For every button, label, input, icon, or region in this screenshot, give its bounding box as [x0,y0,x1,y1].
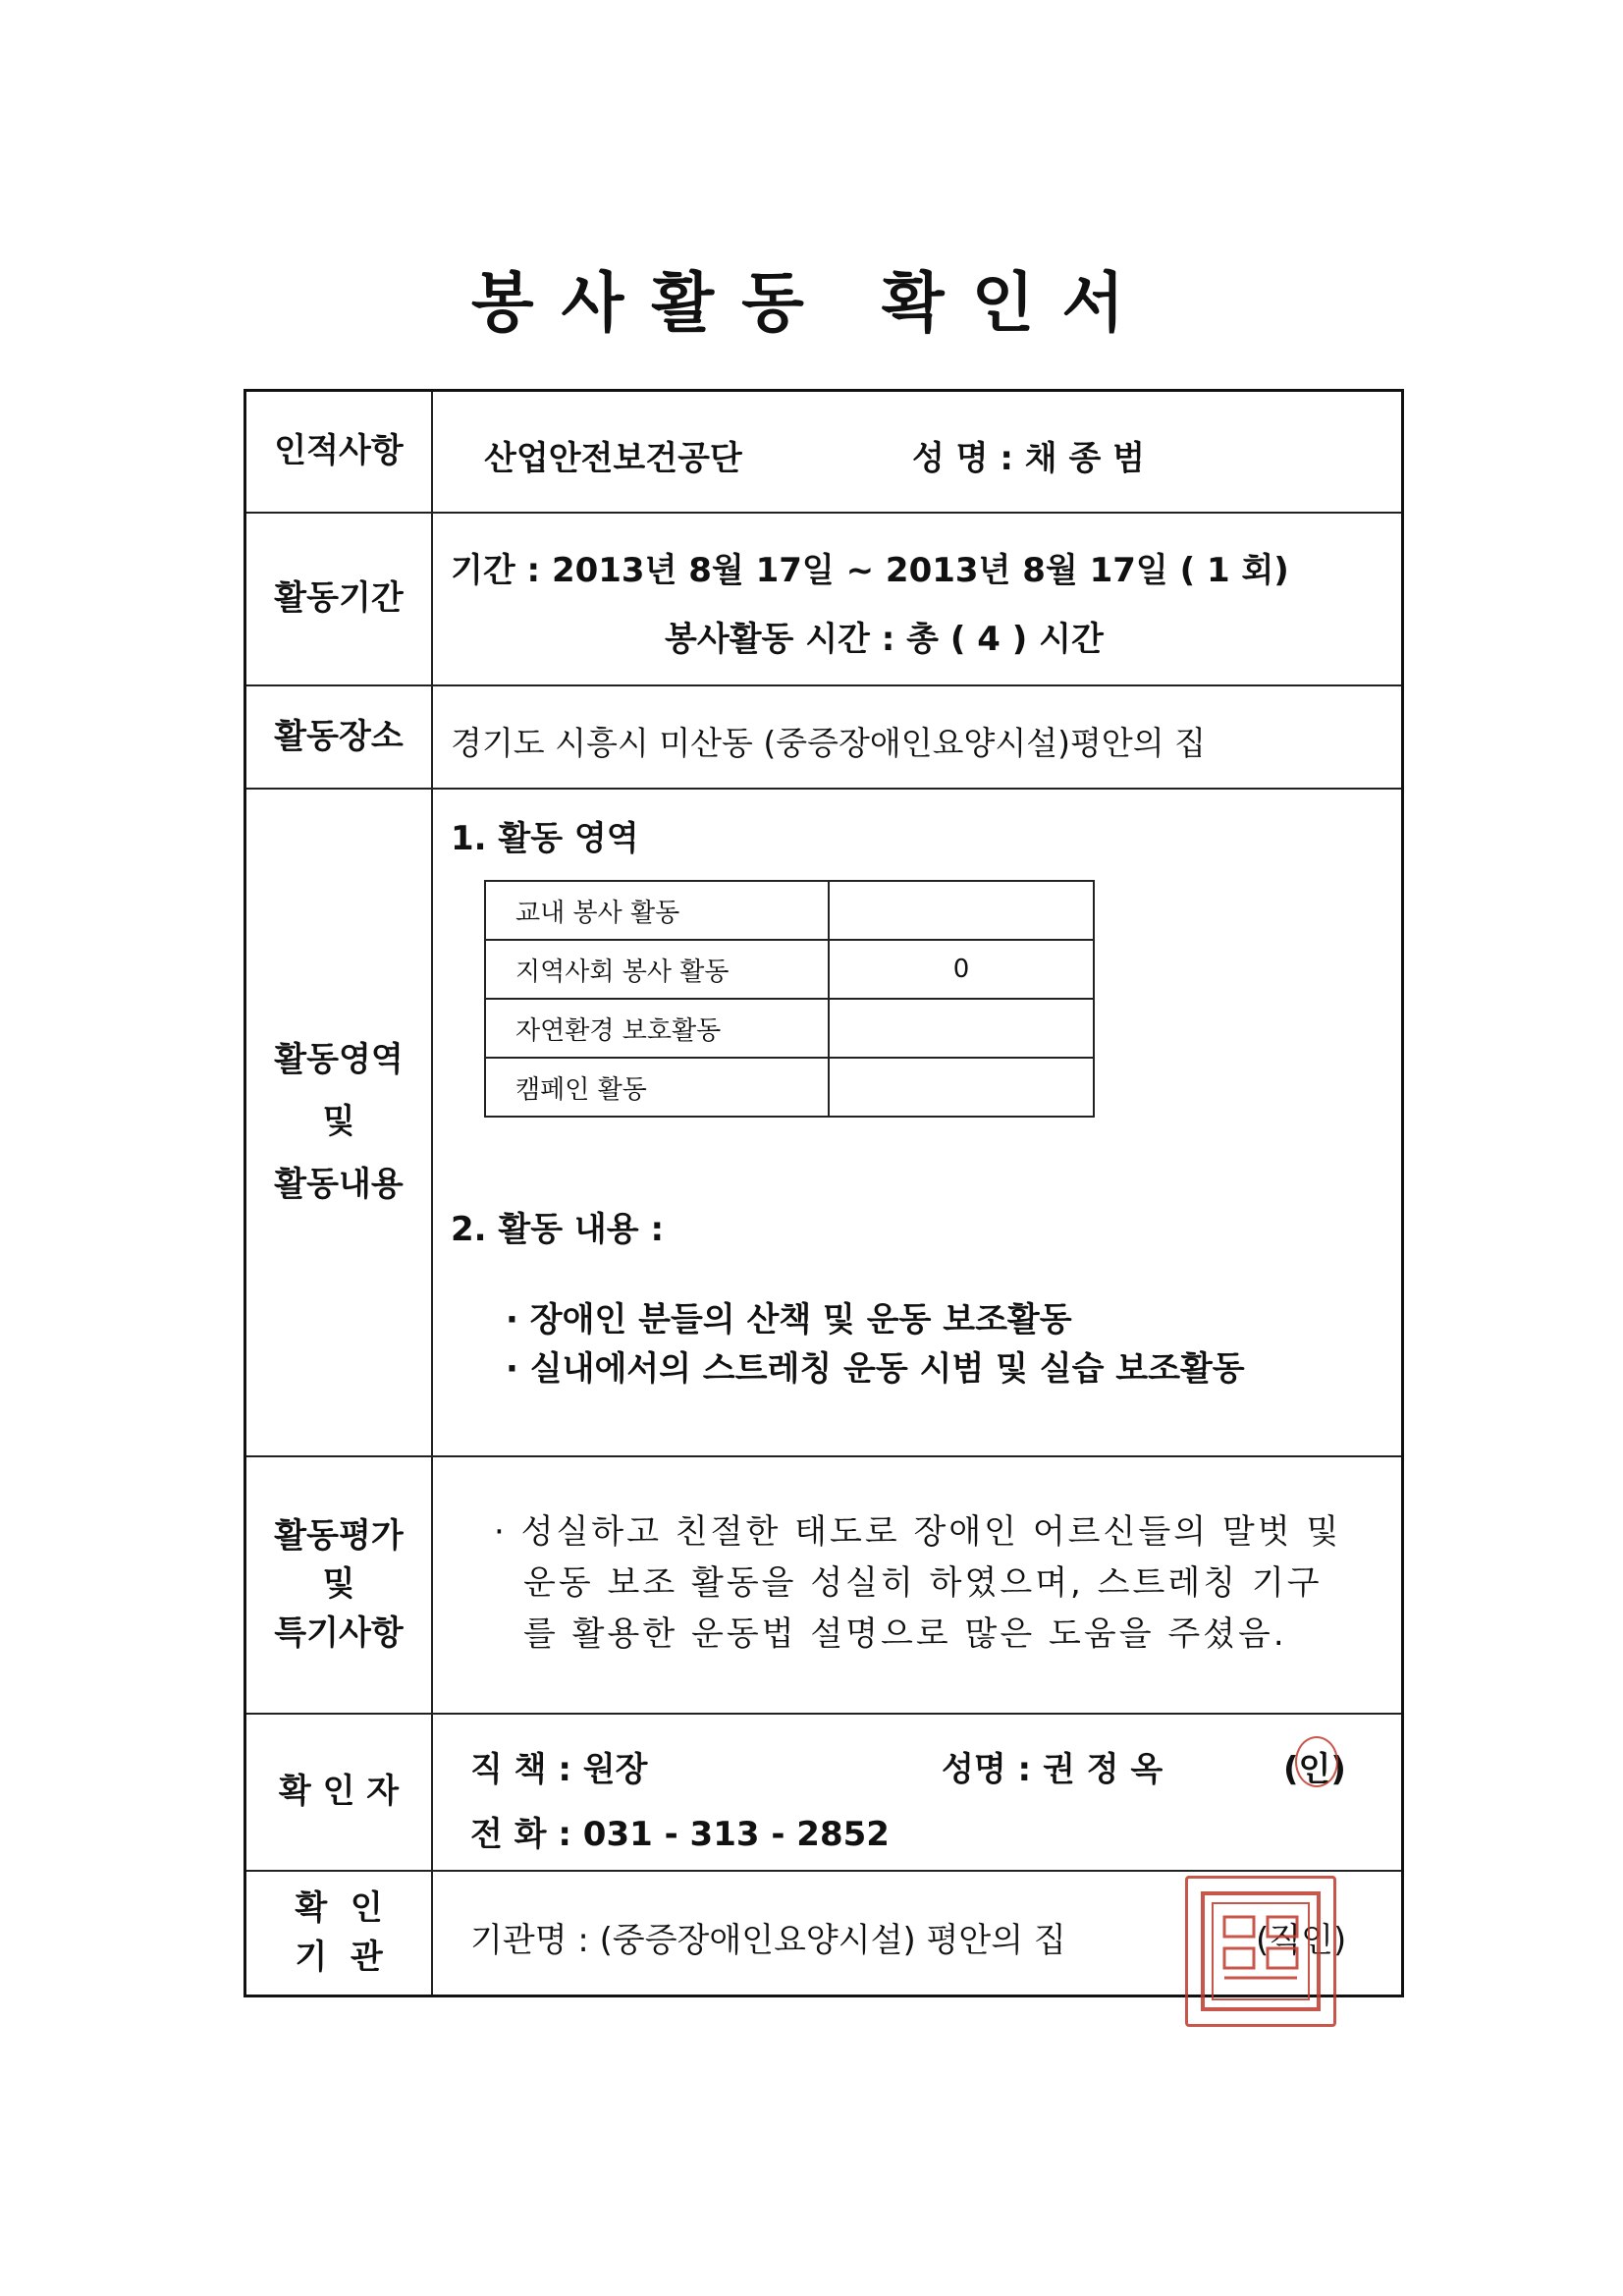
label-area [246,790,433,1455]
confirmer-seal-mark: (인) [1283,1750,1346,1789]
area-name: 자연환경 보호활동 [485,999,829,1058]
place-content [431,686,1401,788]
row-confirmer [246,1715,1401,1872]
label-period: 활동기간 [246,514,433,684]
organization-name: 산업안전보건공단 [484,439,742,478]
label-place: 활동장소 [246,686,433,788]
institution-seal-mark: (직인) [1256,1921,1347,1960]
row-period [246,514,1401,686]
table-row [485,1058,1094,1117]
row-place [246,686,1401,790]
confirmer-content [431,1715,1401,1870]
official-seal-icon [1185,1876,1336,2027]
activity-bullet: · 장애인 분들의 산책 및 운동 보조활동 [506,1300,1072,1339]
label-eval-line2: 및 [322,1564,355,1605]
period-content [431,514,1401,684]
table-row [485,881,1094,940]
area-value: 0 [829,940,1094,999]
document-title: 봉사활동 확인서 [470,265,1153,341]
confirmer-position: 직 책 : 원장 [470,1750,648,1789]
institution-content [431,1872,1401,1995]
evaluation-line: 를 활용한 운동법 설명으로 많은 도움을 주셨음. [523,1614,1287,1654]
activity-area-table [484,880,1095,1118]
label-area-line2: 및 [322,1102,355,1142]
row-institution [246,1872,1401,1995]
label-inst-line2: 기 관 [295,1937,383,1977]
personal-seal-icon [1295,1736,1338,1787]
official-seal-pattern-icon [1197,1887,1325,2015]
confirmer-phone: 전 화 : 031 - 313 - 2852 [470,1815,890,1854]
row-area [246,790,1401,1457]
activity-place: 경기도 시흥시 미산동 (중증장애인요양시설)평안의 집 [451,724,1207,762]
row-personal [246,392,1401,514]
table-row [485,940,1094,999]
label-personal: 인적사항 [246,392,433,512]
label-eval-line1: 활동평가 [274,1516,404,1557]
confirmer-name: 성명 : 권 정 옥 [942,1750,1163,1789]
area-name: 지역사회 봉사 활동 [485,940,829,999]
area-value [829,1058,1094,1117]
evaluation-line: 운동 보조 활동을 성실히 하였으며, 스트레칭 기구 [523,1563,1323,1603]
section-content-heading: 2. 활동 내용 : [451,1210,665,1249]
person-name: 성 명 : 채 종 범 [912,439,1146,478]
label-eval-line3: 특기사항 [274,1613,404,1653]
label-institution [246,1872,433,1995]
label-confirmer: 확 인 자 [246,1715,433,1870]
label-evaluation [246,1457,433,1713]
area-name: 교내 봉사 활동 [485,881,829,940]
institution-name: 기관명 : (중증장애인요양시설) 평안의 집 [470,1921,1066,1960]
evaluation-content [431,1457,1401,1713]
area-content [431,790,1401,1455]
personal-content [431,392,1401,512]
label-area-line1: 활동영역 [274,1040,404,1080]
evaluation-line: · 성실하고 친절한 태도로 장애인 어르신들의 말벗 및 [494,1512,1342,1552]
row-evaluation [246,1457,1401,1715]
activity-bullet: · 실내에서의 스트레칭 운동 시범 및 실습 보조활동 [506,1349,1245,1389]
area-value [829,881,1094,940]
area-value [829,999,1094,1058]
period-range: 기간 : 2013년 8월 17일 ~ 2013년 8월 17일 ( 1 회) [451,551,1289,590]
section-area-heading: 1. 활동 영역 [451,819,639,858]
certificate-table [243,389,1404,1997]
volunteer-hours: 봉사활동 시간 : 총 ( 4 ) 시간 [665,620,1104,659]
table-row [485,999,1094,1058]
area-name: 캠페인 활동 [485,1058,829,1117]
label-area-line3: 활동내용 [274,1164,404,1204]
label-inst-line1: 확 인 [295,1888,383,1929]
